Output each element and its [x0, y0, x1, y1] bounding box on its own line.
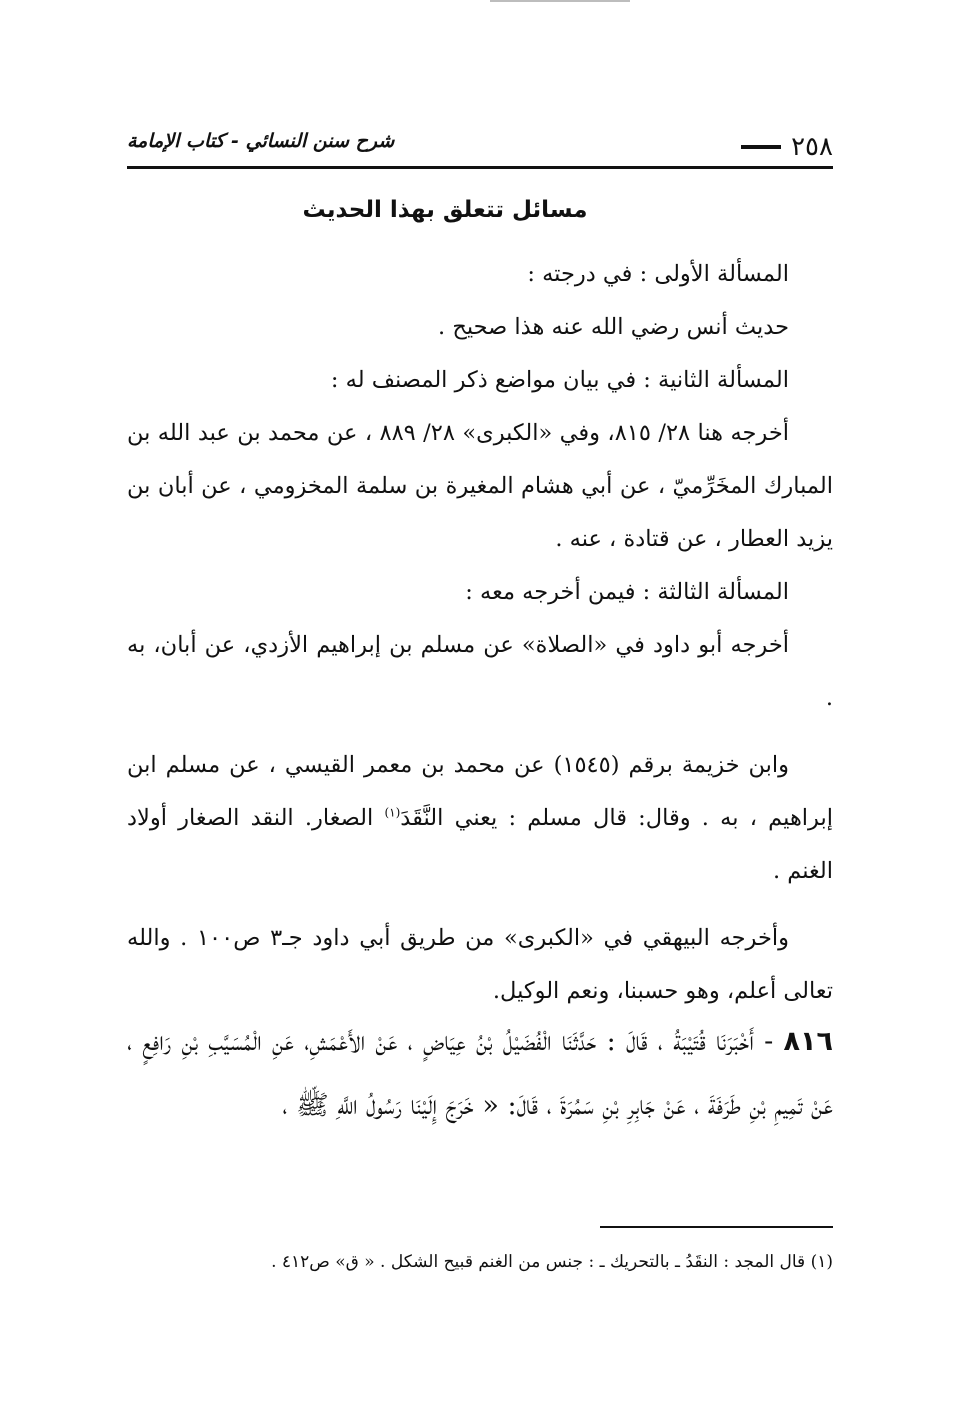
- top-scan-mark: [490, 0, 630, 2]
- hadith-paragraph: [127, 1010, 833, 1138]
- running-title: شرح سنن النسائي - كتاب الإمامة: [127, 130, 395, 152]
- footnote-rule: [600, 1226, 833, 1228]
- body-text: [127, 248, 833, 1018]
- issue-second-label: المسألة الثانية : في بيان مواضع ذكر المصنف له :: [330, 367, 789, 393]
- section-heading: مسائل تتعلق بهذا الحديث: [302, 197, 588, 223]
- issue-third-text-2: [127, 739, 833, 898]
- hadith-block: [127, 1010, 833, 1138]
- issue-third-label: المسألة الثالثة : فيمن أخرجه معه :: [465, 579, 789, 605]
- hadith-text: - أَخْبَرَنَا قُتَيْبَةُ ، قَالَ : حَدَّثَنَا الْفُضَيْلُ بْنُ عِيَاضٍ ، عَنْ الأَعْمَشِ، عَنِ الْمُسَيَّبِ بْنِ رَافِعٍ ، عَنْ تَمِيمِ بْنِ طَرَفَةَ ، عَنْ جَابِرِ بْنِ سَمُرَةَ ، قَالَ: « خَرَجَ إِلَيْنَا رَسُولُ اللَّهِ ﷺ ،: [127, 1026, 833, 1121]
- issue-third-text-2-after: الصغار. النقد الصغار أولاد الغنم .: [127, 805, 833, 884]
- page-number: ٢٥٨: [791, 132, 833, 162]
- footnote-reference[interactable]: (١): [384, 805, 401, 820]
- issue-third-text-3: وأخرجه البيهقي في «الكبرى» من طريق أبي داود جـ٣ ص١٠٠ . والله تعالى أعلم، وهو حسبنا، ونعم الوكيل.: [127, 925, 833, 1004]
- footnote: (١) قال المجد : النقَدُ ـ بالتحريك ـ : جنس من الغنم قبيح الشكل . « ق» ص٤١٢ .: [271, 1252, 833, 1272]
- page-number-dash: [741, 145, 781, 149]
- issue-second-text: أخرجه هنا ٢٨/ ٨١٥، وفي «الكبرى» ٢٨/ ٨٨٩ ، عن محمد بن عبد الله بن المبارك المخَرِّميّ ، عن أبي هشام المغيرة بن سلمة المخزومي ، عن أبان بن يزيد العطار ، عن قتادة ، عنه .: [127, 420, 833, 552]
- issue-third-text-2-before: وابن خزيمة برقم (١٥٤٥) عن محمد بن معمر القيسي ، عن مسلم ابن إبراهيم ، به . وقال: قال مسلم : يعني النَّقَدَ: [127, 752, 833, 831]
- header-rule: [127, 166, 833, 169]
- issue-first-text: حديث أنس رضي الله عنه هذا صحيح .: [438, 314, 789, 340]
- running-header: [127, 126, 833, 170]
- issue-third-text-1: أخرجه أبو داود في «الصلاة» عن مسلم بن إبراهيم الأزدي، عن أبان، به .: [127, 632, 833, 711]
- page-number-block: [741, 134, 833, 160]
- issue-first-label: المسألة الأولى : في درجته :: [527, 261, 789, 287]
- hadith-number: ٨١٦: [783, 1026, 833, 1057]
